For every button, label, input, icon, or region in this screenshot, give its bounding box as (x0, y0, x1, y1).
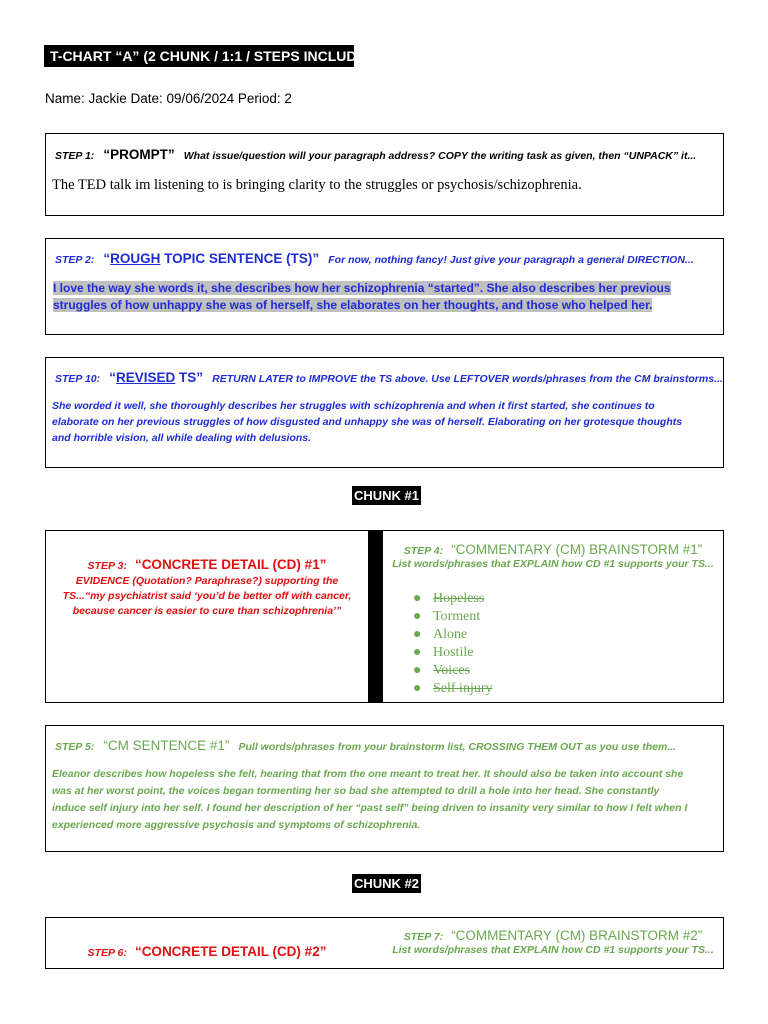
list-item (411, 644, 493, 662)
step10-response-line: and horrible vision, all while dealing with delusions. (52, 432, 312, 444)
step10-title (109, 370, 203, 385)
list-item (411, 680, 493, 698)
student-info: Name: Jackie Date: 09/06/2024 Period: 2 (45, 91, 292, 106)
chunk2-tchart (45, 917, 724, 969)
brainstorm-word: Alone (433, 627, 468, 642)
step6-title: “CONCRETE DETAIL (CD) #2” (134, 944, 327, 959)
chunk2-label: CHUNK #2 (354, 876, 420, 891)
bullet-icon: ● (413, 645, 422, 660)
brainstorm-word: Hostile (433, 645, 474, 660)
step2-title-rest: TOPIC SENTENCE (TS)” (160, 251, 320, 266)
step3-title: “CONCRETE DETAIL (CD) #1” (134, 557, 327, 572)
step2-response-text-2: struggles of how unhappy she was of herself, she elaborates on her thoughts, and those who helped her. (53, 298, 653, 312)
step7-title: “COMMENTARY (CM) BRAINSTORM #2” (451, 928, 703, 943)
step10-title-quote: “ (109, 370, 116, 385)
list-item (411, 662, 493, 680)
chunk1-tchart (45, 530, 724, 703)
step10-response-line: elaborate on her previous struggles of how disgusted and unhappy she was of herself. Elaborating on her grotesque thoughts (52, 416, 683, 428)
brainstorm-word: Torment (433, 609, 481, 624)
step2-label: STEP 2: (55, 254, 95, 266)
list-item (411, 590, 493, 608)
step10-header (55, 367, 723, 386)
step7-header (383, 925, 723, 944)
brainstorm-word: Self injury (433, 681, 493, 696)
step1-response: The TED talk im listening to is bringing clarity to the struggles or psychosis/schizophrenia. (52, 177, 582, 193)
step10-label: STEP 10: (55, 373, 101, 385)
step4-title: “COMMENTARY (CM) BRAINSTORM #1” (451, 542, 703, 557)
bullet-icon: ● (413, 591, 422, 606)
step1-box (45, 133, 724, 216)
step7-hint: List words/phrases that EXPLAIN how CD #1 supports your TS... (392, 944, 714, 956)
step5-box (45, 725, 724, 852)
bullet-icon: ● (413, 663, 422, 678)
step2-response-text-1: I love the way she words it, she describes how her schizophrenia “started”. She also describes her previous (53, 281, 671, 295)
step3-label: STEP 3: (87, 560, 127, 572)
step4-label: STEP 4: (403, 545, 444, 557)
step10-box (45, 357, 724, 468)
step1-header (55, 144, 696, 163)
step5-header (55, 735, 676, 754)
step3-cell (46, 531, 368, 702)
step1-title: “PROMPT” (103, 147, 175, 162)
step10-title-rest: TS” (175, 370, 204, 385)
step5-response-line: induce self injury into her self. I found her description of her “past self” being driven to insanity very similar to how I felt when I (52, 802, 688, 814)
step5-response-line: experienced more aggressive psychosis and symptoms of schizophrenia. (52, 819, 421, 831)
list-item (411, 626, 493, 644)
brainstorm-word: Voices (433, 663, 471, 678)
step2-header (55, 248, 694, 267)
step4-cell (383, 531, 723, 702)
step10-response-line: She worded it well, she thoroughly describes her struggles with schizophrenia and when it first started, she continues to (52, 400, 655, 412)
step5-response-line: Eleanor describes how hopeless she felt, hearing that from the one meant to treat her. It should also be taken into account she (52, 768, 684, 780)
step5-hint: Pull words/phrases from your brainstorm list, CROSSING THEM OUT as you use them... (238, 741, 677, 753)
step7-label: STEP 7: (403, 931, 444, 943)
tchart-divider (368, 530, 383, 703)
step6-header (46, 941, 368, 960)
step10-hint: RETURN LATER to IMPROVE the TS above. Use LEFTOVER words/phrases from the CM brainstorms... (212, 373, 723, 385)
step3-evidence-line: because cancer is easier to cure than schizophrenia’” (72, 605, 342, 617)
list-item (411, 608, 493, 626)
cm-brainstorm-list (411, 590, 493, 698)
step3-evidence-line: EVIDENCE (Quotation? Paraphrase?) supporting the (75, 575, 339, 587)
worksheet-title: T-CHART “A” (2 CHUNK / 1:1 / STEPS INCLUDED) (44, 45, 354, 67)
step1-label: STEP 1: (55, 150, 95, 162)
step2-response-line (53, 280, 671, 297)
step4-hint: List words/phrases that EXPLAIN how CD #1 supports your TS... (392, 558, 714, 570)
bullet-icon: ● (413, 627, 422, 642)
step2-title-rough: ROUGH (110, 251, 161, 266)
step1-hint: What issue/question will your paragraph address? COPY the writing task as given, then “UNPACK” it... (183, 150, 697, 162)
step4-header (383, 539, 723, 558)
step2-title-quote: “ (103, 251, 111, 266)
bullet-icon: ● (413, 681, 422, 696)
brainstorm-word: Hopeless (433, 591, 485, 606)
step2-box (45, 238, 724, 335)
step2-response-line (53, 297, 652, 314)
step5-response-line: was at her worst point, the voices began tormenting her so bad she attempted to drill a hole into her head. She constantly (52, 785, 660, 797)
step7-cell (383, 918, 723, 968)
step2-hint: For now, nothing fancy! Just give your paragraph a general DIRECTION... (328, 254, 694, 266)
step5-label: STEP 5: (55, 741, 95, 753)
chunk1-label: CHUNK #1 (354, 488, 420, 503)
step3-header (46, 554, 368, 573)
step2-title (103, 251, 319, 266)
step10-title-revised: REVISED (115, 370, 176, 385)
bullet-icon: ● (413, 609, 422, 624)
step6-label: STEP 6: (87, 947, 127, 959)
step5-title: “CM SENTENCE #1” (103, 738, 230, 753)
step3-evidence-line: TS...“my psychiatrist said ‘you’d be better off with cancer, (62, 590, 352, 602)
